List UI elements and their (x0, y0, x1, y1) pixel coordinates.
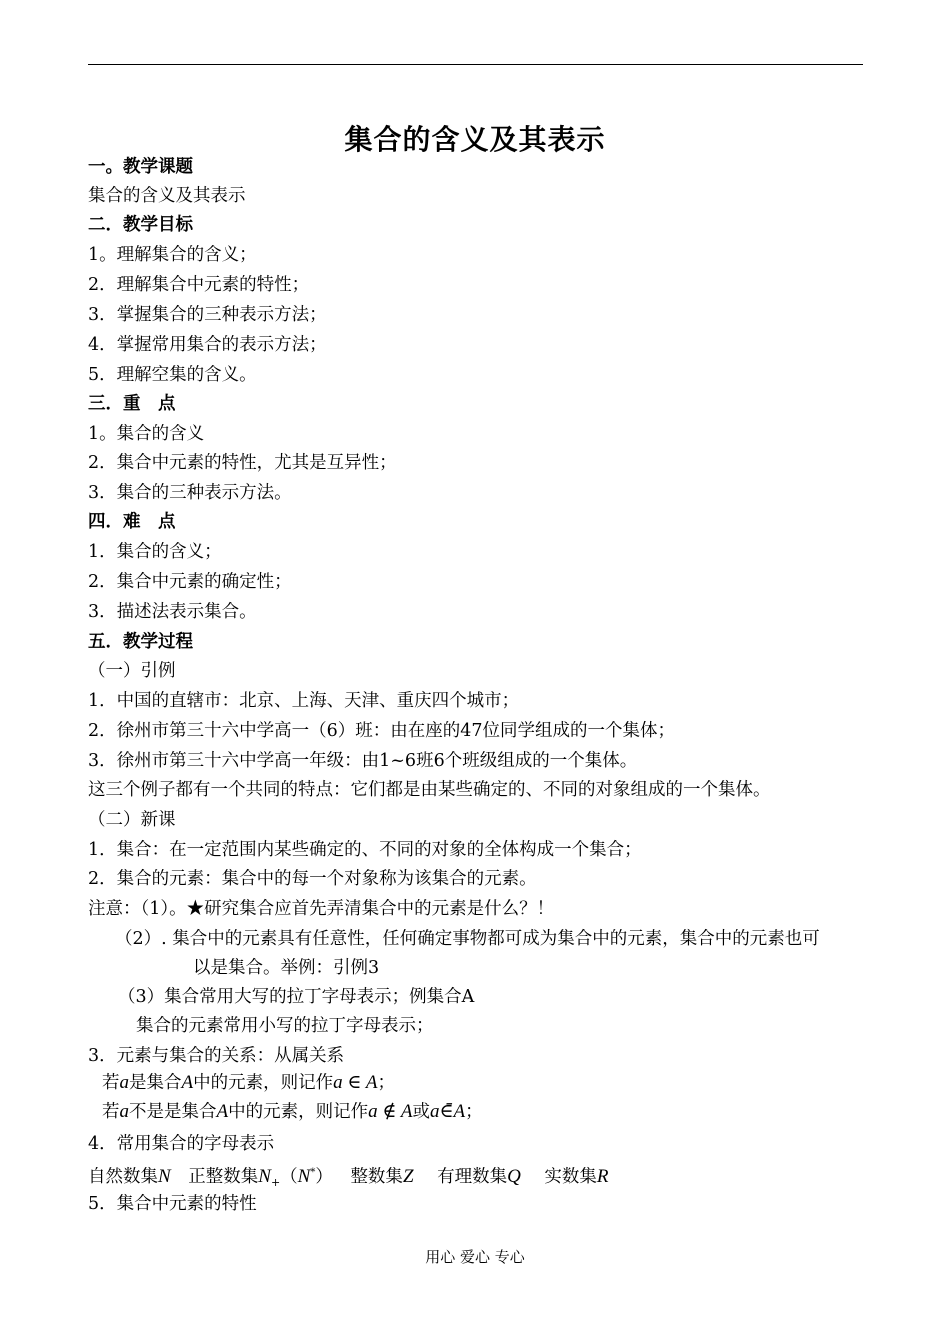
text-fragment: ； (377, 1073, 395, 1093)
body-line: 集合的含义及其表示 (88, 186, 246, 206)
body-line: 1．集合的含义； (88, 542, 222, 562)
body-line: 以是集合。举例：引例3 (193, 958, 380, 978)
text-fragment: 整数集 (350, 1167, 403, 1187)
body-line: 集合的元素常用小写的拉丁字母表示； (136, 1016, 434, 1036)
page-title: 集合的含义及其表示 (344, 123, 606, 156)
body-line: 2．理解集合中元素的特性； (88, 275, 310, 295)
body-line: 4．掌握常用集合的表示方法； (88, 335, 327, 355)
math-A: A (181, 1072, 194, 1093)
body-line: 1．中国的直辖市：北京、上海、天津、重庆四个城市； (88, 691, 520, 711)
body-line: 3．集合的三种表示方法。 (88, 483, 292, 503)
text-fragment: 不是是集合 (129, 1102, 217, 1122)
body-line: （3）集合常用大写的拉丁字母表示；例集合A (118, 987, 475, 1007)
membership-in-line (102, 1072, 395, 1094)
page-footer: 用心 爱心 专心 (425, 1248, 525, 1266)
math-Nplus: N (258, 1166, 271, 1187)
text-fragment: 若 (102, 1102, 120, 1122)
section-heading: 五．教学过程 (88, 632, 193, 652)
text-fragment: 中的元素，则记作 (193, 1073, 334, 1093)
math-a: a (119, 1072, 129, 1093)
body-line: 3．元素与集合的关系：从属关系 (88, 1046, 345, 1066)
text-fragment: 或 (412, 1102, 430, 1122)
body-line: 1。集合的含义 (88, 424, 205, 444)
text-fragment: 是集合 (129, 1073, 182, 1093)
text-fragment: 有理数集 (437, 1167, 508, 1187)
body-line: 2．集合中元素的特性，尤其是互异性； (88, 453, 397, 473)
body-line: 3．掌握集合的三种表示方法； (88, 305, 327, 325)
text-fragment: 若 (102, 1073, 120, 1093)
sets-heading: 4．常用集合的字母表示 (88, 1134, 275, 1154)
text-fragment: ） (315, 1167, 333, 1187)
math-Q: Q (507, 1166, 521, 1187)
body-line: 3．徐州市第三十六中学高一年级：由1~6班6个班级组成的一个集体。 (88, 751, 638, 771)
text-fragment: 自然数集 (88, 1167, 158, 1187)
text-fragment: （ (280, 1167, 298, 1187)
text-fragment: ； (465, 1102, 483, 1122)
header-rule (88, 64, 863, 65)
text-fragment: 正整数集 (188, 1167, 259, 1187)
math-a: a (119, 1101, 129, 1122)
body-line: （2）. 集合中的元素具有任意性，任何确定事物都可成为集合中的元素，集合中的元素也可 (115, 929, 820, 949)
body-line: 3．描述法表示集合。 (88, 602, 257, 622)
sets-line (88, 1162, 609, 1194)
math-Nstar: N (297, 1166, 311, 1187)
math-N: N (158, 1166, 171, 1187)
math-superscript: * (310, 1167, 316, 1178)
math-A: A (216, 1101, 229, 1122)
text-fragment: 中的元素，则记作 (228, 1102, 369, 1122)
body-line: 2．集合的元素：集合中的每一个对象称为该集合的元素。 (88, 869, 537, 889)
body-line: 2．徐州市第三十六中学高一（6）班：由在座的47位同学组成的一个集体； (88, 721, 676, 741)
body-line: 1。理解集合的含义； (88, 245, 257, 265)
math-Z: Z (402, 1166, 414, 1187)
section-heading: 三．重 点 (88, 394, 176, 414)
body-line: （一）引例 (88, 661, 176, 681)
section-heading: 四．难 点 (88, 512, 176, 532)
section-heading: 二．教学目标 (88, 215, 193, 235)
math-R: R (596, 1166, 609, 1187)
body-line: 5．理解空集的含义。 (88, 365, 257, 385)
membership-out-line (102, 1101, 483, 1123)
body-line: 1．集合：在一定范围内某些确定的、不同的对象的全体构成一个集合； (88, 840, 642, 860)
text-fragment: 实数集 (544, 1167, 597, 1187)
body-line: 注意：（1）。★研究集合应首先弄清集合中的元素是什么？！ (88, 899, 555, 919)
math-subscript: + (270, 1176, 281, 1189)
body-line: 2．集合中元素的确定性； (88, 572, 292, 592)
body-line: （二）新课 (88, 810, 176, 830)
body-line: 这三个例子都有一个共同的特点：它们都是由某些确定的、不同的对象组成的一个集体。 (88, 780, 771, 800)
last-line: 5．集合中元素的特性 (88, 1194, 257, 1214)
math-notin-expression: a ∉ A (368, 1101, 413, 1122)
math-in-expression: a ∈ A (333, 1072, 378, 1093)
section-heading: 一。教学课题 (88, 157, 193, 177)
math-notin-alt-expression: a∈̄A (429, 1101, 466, 1122)
